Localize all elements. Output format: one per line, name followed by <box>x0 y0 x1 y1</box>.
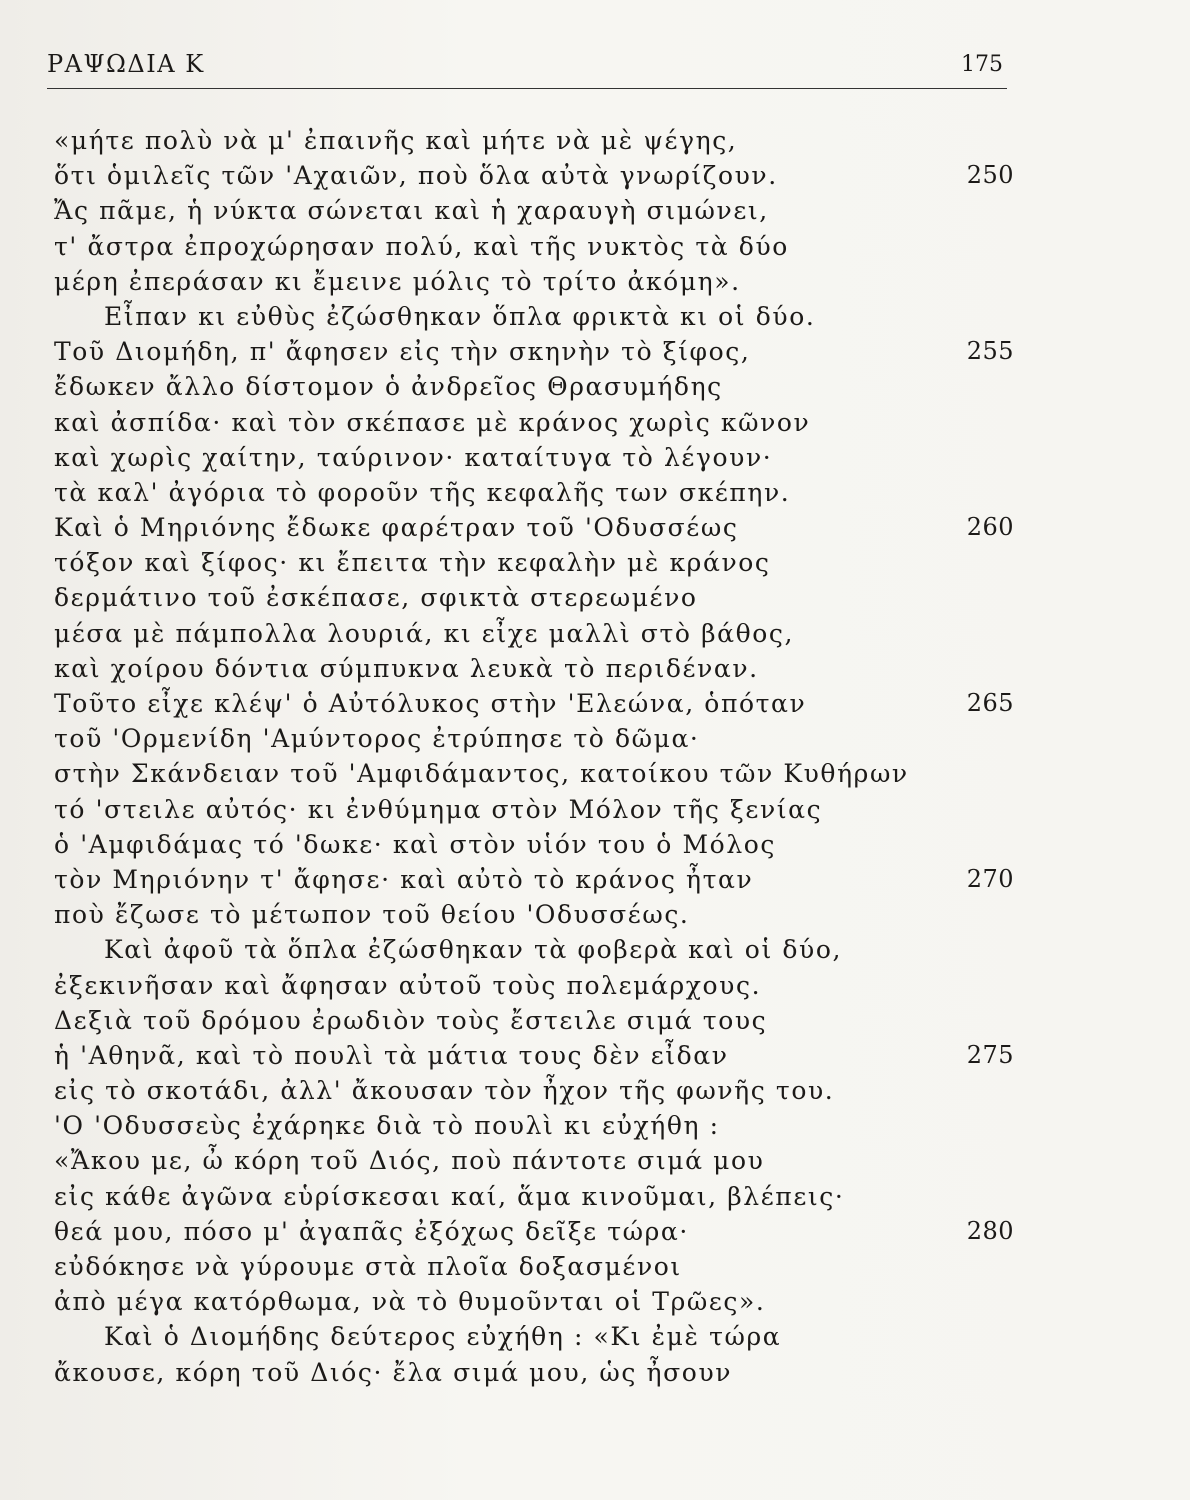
verse-text: καὶ ἀσπίδα· καὶ τὸν σκέπασε μὲ κράνος χωρὶς κῶνον <box>54 407 811 437</box>
verse-line <box>54 897 1014 932</box>
verse-text: «μήτε πολὺ νὰ μ' ἐπαινῆς καὶ μήτε νὰ μὲ ψέγης, <box>54 126 738 155</box>
verse-line <box>54 123 1014 158</box>
verse-text: ὅτι ὁμιλεῖς τῶν 'Αχαιῶν, ποὺ ὅλα αὐτὰ γνωρίζουν. <box>54 161 778 191</box>
verse-text: τὰ καλ' ἀγόρια τὸ φοροῦν τῆς κεφαλῆς των σκέπην. <box>54 477 791 507</box>
verse-line <box>54 616 1014 651</box>
verse-line <box>54 510 1014 545</box>
verse-text: Καὶ ὁ Μηριόνης ἔδωκε φαρέτραν τοῦ 'Οδυσσέως <box>54 513 739 543</box>
verse-line <box>54 158 1014 193</box>
verse-text: ποὺ ἔζωσε τὸ μέτωπον τοῦ θείου 'Οδυσσέως. <box>54 900 690 930</box>
page-number: 175 <box>961 52 1003 77</box>
verse-text: στὴν Σκάνδειαν τοῦ 'Αμφιδάμαντος, κατοίκου τῶν Κυθήρων <box>54 759 909 789</box>
verse-text: εὐδόκησε νὰ γύρουμε στὰ πλοῖα δοξασμένοι <box>54 1252 682 1281</box>
line-number: 265 <box>966 689 1014 717</box>
verse-text: ἔδωκεν ἄλλο δίστομον ὁ ἀνδρεῖος Θρασυμήδης <box>54 372 723 402</box>
line-number: 275 <box>966 1040 1014 1069</box>
verse-text: τοῦ 'Ορμενίδη 'Αμύντορος ἐτρύπησε τὸ δῶμα· <box>54 724 700 754</box>
line-number: 260 <box>966 513 1014 542</box>
verse-line <box>54 264 1014 299</box>
verse-block <box>54 123 1014 1390</box>
verse-line <box>54 756 1014 791</box>
verse-line <box>54 1249 1014 1284</box>
verse-line <box>54 1214 1014 1249</box>
verse-line <box>54 862 1014 897</box>
verse-line <box>54 1284 1014 1319</box>
verse-text: μέσα μὲ πάμπολλα λουριά, κι εἶχε μαλλὶ στὸ βάθος, <box>54 618 795 648</box>
line-number: 250 <box>966 161 1014 190</box>
verse-line <box>54 932 1014 967</box>
verse-line <box>54 193 1014 228</box>
verse-text: ἀπὸ μέγα κατόρθωμα, νὰ τὸ θυμοῦνται οἱ Τρῶες». <box>54 1287 766 1317</box>
verse-line <box>54 651 1014 686</box>
verse-line <box>54 299 1014 334</box>
line-number: 270 <box>966 864 1014 893</box>
running-title: ΡΑΨΩΔΙΑ Κ <box>47 50 205 78</box>
verse-text: τὸν Μηριόνην τ' ἄφησε· καὶ αὐτὸ τὸ κράνος ἦταν <box>54 864 754 894</box>
verse-text: θεά μου, πόσο μ' ἀγαπᾶς ἐξόχως δεῖξε τώρα· <box>54 1216 689 1246</box>
verse-text: ὁ 'Αμφιδάμας τό 'δωκε· καὶ στὸν υἱόν του ὁ Μόλος <box>54 829 777 859</box>
verse-line <box>54 1073 1014 1108</box>
verse-line <box>54 1179 1014 1214</box>
verse-text: Τοῦτο εἶχε κλέψ' ὁ Αὐτόλυκος στὴν 'Ελεώνα, ὁπόταν <box>54 689 807 718</box>
verse-line <box>54 580 1014 615</box>
verse-line <box>54 405 1014 440</box>
verse-text: ἄκουσε, κόρη τοῦ Διός· ἔλα σιμά μου, ὡς ἦσουν <box>54 1357 733 1387</box>
verse-line <box>54 1003 1014 1038</box>
verse-line <box>54 686 1014 721</box>
verse-text: τ' ἄστρα ἐπροχώρησαν πολύ, καὶ τῆς νυκτὸς τὰ δύο <box>54 231 789 261</box>
verse-line <box>54 1355 1014 1390</box>
verse-text: μέρη ἐπεράσαν κι ἔμεινε μόλις τὸ τρίτο ἀκόμη». <box>54 266 741 296</box>
verse-text: τόξον καὶ ξίφος· κι ἔπειτα τὴν κεφαλὴν μὲ κράνος <box>54 548 771 578</box>
verse-line <box>54 1108 1014 1143</box>
verse-text: Καὶ ὁ Διομήδης δεύτερος εὐχήθη : «Κι ἐμὲ τώρα <box>104 1322 782 1352</box>
page-header <box>47 48 1007 89</box>
verse-line <box>54 827 1014 862</box>
verse-line <box>54 334 1014 369</box>
verse-text: 'Ο 'Οδυσσεὺς ἐχάρηκε διὰ τὸ πουλὶ κι εὐχήθη : <box>54 1111 720 1141</box>
verse-line <box>54 229 1014 264</box>
verse-text: ἡ 'Αθηνᾶ, καὶ τὸ πουλὶ τὰ μάτια τους δὲν εἶδαν <box>54 1040 729 1070</box>
verse-line <box>54 1038 1014 1073</box>
verse-text: καὶ χωρὶς χαίτην, ταύρινον· καταίτυγα τὸ λέγουν· <box>54 442 773 472</box>
verse-text: Εἶπαν κι εὐθὺς ἐζώσθηκαν ὅπλα φρικτὰ κι οἱ δύο. <box>104 301 816 331</box>
line-number: 280 <box>966 1216 1014 1245</box>
verse-text: «Ἄκου με, ὦ κόρη τοῦ Διός, ποὺ πάντοτε σιμά μου <box>54 1146 765 1176</box>
verse-line <box>54 1143 1014 1178</box>
verse-text: καὶ χοίρου δόντια σύμπυκνα λευκὰ τὸ περιδέναν. <box>54 653 759 683</box>
verse-text: εἰς κάθε ἀγῶνα εὑρίσκεσαι καί, ἅμα κινοῦμαι, βλέπεις· <box>54 1181 845 1211</box>
verse-line <box>54 1319 1014 1354</box>
verse-text: εἰς τὸ σκοτάδι, ἀλλ' ἄκουσαν τὸν ἦχον τῆς φωνῆς του. <box>54 1076 835 1106</box>
verse-line <box>54 545 1014 580</box>
verse-text: Δεξιὰ τοῦ δρόμου ἐρωδιὸν τοὺς ἔστειλε σιμά τους <box>54 1005 768 1035</box>
line-number: 255 <box>966 337 1014 366</box>
verse-line <box>54 721 1014 756</box>
verse-line <box>54 440 1014 475</box>
verse-text: τό 'στειλε αὐτός· κι ἐνθύμημα στὸν Μόλον τῆς ξενίας <box>54 794 823 824</box>
verse-line <box>54 792 1014 827</box>
verse-line <box>54 475 1014 510</box>
verse-text: δερμάτινο τοῦ ἐσκέπασε, σφικτὰ στερεωμένο <box>54 583 698 613</box>
verse-text: Καὶ ἀφοῦ τὰ ὅπλα ἐζώσθηκαν τὰ φοβερὰ καὶ οἱ δύο, <box>104 935 843 965</box>
verse-text: ἐξεκινῆσαν καὶ ἄφησαν αὐτοῦ τοὺς πολεμάρχους. <box>54 970 762 1000</box>
verse-line <box>54 968 1014 1003</box>
verse-text: Ἄς πᾶμε, ἡ νύκτα σώνεται καὶ ἡ χαραυγὴ σιμώνει, <box>54 196 769 226</box>
verse-text: Τοῦ Διομήδη, π' ἄφησεν εἰς τὴν σκηνὴν τὸ ξίφος, <box>54 337 751 367</box>
verse-line <box>54 369 1014 404</box>
